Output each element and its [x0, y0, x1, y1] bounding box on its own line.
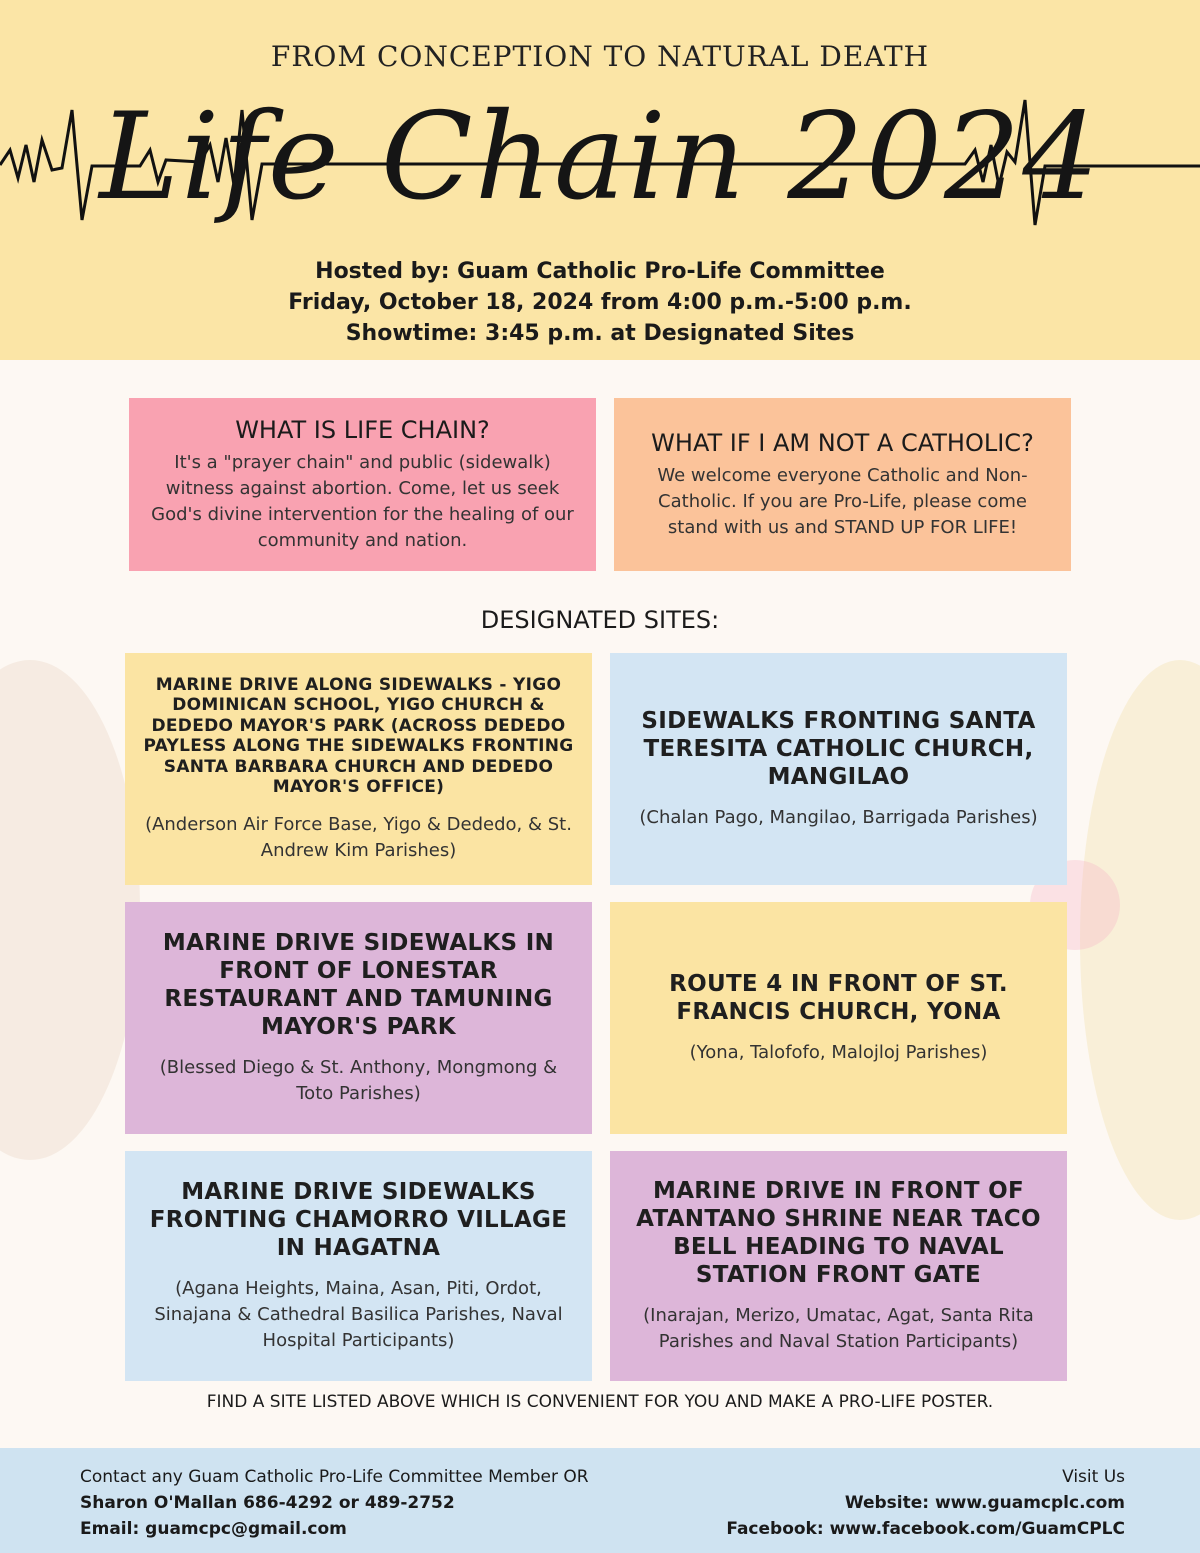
facebook-link[interactable]: Facebook: www.facebook.com/GuamCPLC: [726, 1519, 1125, 1539]
footer: [0, 1448, 1200, 1553]
website-link[interactable]: Website: www.guamcplc.com: [844, 1493, 1125, 1513]
info-box-not-catholic: [614, 398, 1071, 571]
site-title: MARINE DRIVE SIDEWALKS FRONTING CHAMORRO VILLAGE IN HAGATNA: [149, 1179, 568, 1261]
site-box-yona: [610, 902, 1067, 1134]
site-parishes: (Blessed Diego & St. Anthony, Mongmong & Toto Parishes): [159, 1057, 558, 1104]
showtime: Showtime: 3:45 p.m. at Designated Sites: [345, 321, 855, 346]
email-line[interactable]: Email: guamcpc@gmail.com: [80, 1519, 347, 1539]
site-box-mangilao: [610, 653, 1067, 885]
info-box-text: We welcome everyone Catholic and Non-Catholic. If you are Pro-Life, please come stand with us and STAND UP FOR LIFE!: [657, 464, 1028, 538]
footer-contact: [80, 1464, 589, 1542]
main-title: Life Chain 2024: [99, 88, 1101, 227]
site-parishes: (Inarajan, Merizo, Umatac, Agat, Santa Rita Parishes and Naval Station Participants): [643, 1305, 1034, 1352]
site-parishes: (Chalan Pago, Mangilao, Barrigada Parishes): [639, 807, 1038, 828]
site-title: MARINE DRIVE ALONG SIDEWALKS - YIGO DOMINICAN SCHOOL, YIGO CHURCH & DEDEDO MAYOR'S PARK (ACROSS DEDEDO PAYLESS ALONG THE SIDEWALKS FRONTING SANTA BARBARA CHURCH AND DEDEDO MAYOR'S OFFICE): [143, 674, 574, 797]
site-parishes: (Agana Heights, Maina, Asan, Piti, Ordot, Sinajana & Cathedral Basilica Parishes, Naval Hospital Participants): [154, 1278, 563, 1351]
footer-links: [726, 1464, 1125, 1542]
site-box-yigo-dededo: [125, 653, 592, 885]
phone-line: Sharon O'Mallan 686-4292 or 489-2752: [80, 1493, 455, 1513]
info-box-title: WHAT IF I AM NOT A CATHOLIC?: [651, 428, 1034, 457]
site-title: SIDEWALKS FRONTING SANTA TERESITA CATHOLIC CHURCH, MANGILAO: [641, 708, 1036, 790]
info-box-title: WHAT IS LIFE CHAIN?: [235, 415, 490, 444]
poster-note: FIND A SITE LISTED ABOVE WHICH IS CONVENIENT FOR YOU AND MAKE A PRO-LIFE POSTER.: [206, 1392, 994, 1412]
info-box-what-is-life-chain: [129, 398, 596, 571]
event-date-time: Friday, October 18, 2024 from 4:00 p.m.-5:00 p.m.: [288, 290, 912, 315]
sites-heading: DESIGNATED SITES:: [480, 606, 720, 634]
decorative-shape: [0, 660, 140, 1160]
info-box-text: It's a "prayer chain" and public (sidewalk) witness against abortion. Come, let us seek God's divine intervention for the healing of our community and nation.: [151, 451, 574, 551]
event-info: [0, 256, 1200, 349]
tagline: FROM CONCEPTION TO NATURAL DEATH: [270, 40, 930, 73]
header-banner: [0, 0, 1200, 360]
site-box-tamuning: [125, 902, 592, 1134]
visit-label: Visit Us: [1062, 1467, 1125, 1487]
site-parishes: (Yona, Talofofo, Malojloj Parishes): [689, 1042, 988, 1063]
site-parishes: (Anderson Air Force Base, Yigo & Dededo, & St. Andrew Kim Parishes): [145, 813, 572, 861]
site-title: MARINE DRIVE SIDEWALKS IN FRONT OF LONESTAR RESTAURANT AND TAMUNING MAYOR'S PARK: [162, 930, 555, 1040]
site-title: ROUTE 4 IN FRONT OF ST. FRANCIS CHURCH, YONA: [669, 971, 1008, 1025]
contact-line: Contact any Guam Catholic Pro-Life Committee Member OR: [80, 1467, 589, 1487]
hosted-by: Hosted by: Guam Catholic Pro-Life Committee: [315, 259, 885, 284]
site-box-hagatna: [125, 1151, 592, 1381]
site-title: MARINE DRIVE IN FRONT OF ATANTANO SHRINE NEAR TACO BELL HEADING TO NAVAL STATION FRONT GATE: [636, 1178, 1041, 1288]
site-box-atantano: [610, 1151, 1067, 1381]
